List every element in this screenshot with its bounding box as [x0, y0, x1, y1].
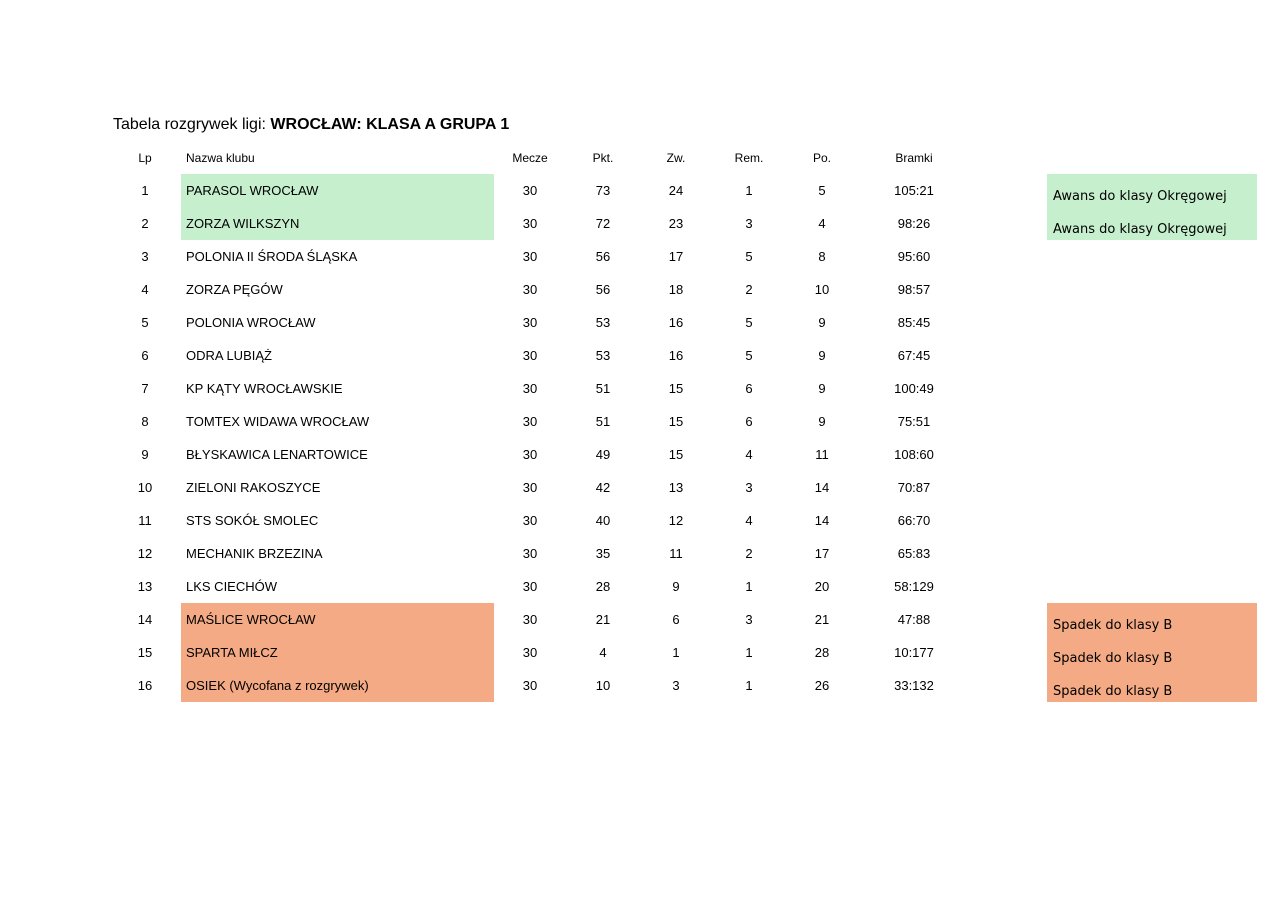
cell-po: 14: [814, 480, 830, 495]
table-row: [0, 537, 1280, 570]
header-zw: Zw.: [666, 151, 686, 165]
cell-lp: 7: [141, 381, 149, 396]
cell-zw: 23: [668, 216, 684, 231]
table-row: [0, 372, 1280, 405]
cell-zw: 15: [668, 414, 684, 429]
cell-pkt: 73: [595, 183, 611, 198]
club-name: OSIEK (Wycofana z rozgrywek): [186, 678, 369, 693]
club-name: BŁYSKAWICA LENARTOWICE: [186, 447, 368, 462]
header-name: Nazwa klubu: [186, 151, 255, 165]
club-name: KP KĄTY WROCŁAWSKIE: [186, 381, 343, 396]
cell-pkt: 56: [595, 282, 611, 297]
cell-zw: 13: [668, 480, 684, 495]
cell-bramki: 10:177: [894, 645, 934, 660]
cell-po: 28: [814, 645, 830, 660]
cell-mecze: 30: [522, 315, 538, 330]
club-name: MAŚLICE WROCŁAW: [186, 612, 316, 627]
cell-zw: 16: [668, 315, 684, 330]
cell-rem: 1: [745, 579, 753, 594]
cell-mecze: 30: [522, 645, 538, 660]
cell-po: 11: [815, 447, 829, 462]
cell-lp: 16: [137, 678, 153, 693]
cell-zw: 9: [672, 579, 680, 594]
cell-lp: 11: [138, 513, 152, 528]
cell-bramki: 58:129: [894, 579, 934, 594]
table-row: [0, 471, 1280, 504]
table-row: [0, 339, 1280, 372]
table-row: [0, 405, 1280, 438]
club-name: TOMTEX WIDAWA WROCŁAW: [186, 414, 370, 429]
league-name: WROCŁAW: KLASA A GRUPA 1: [270, 116, 510, 133]
cell-po: 26: [814, 678, 830, 693]
cell-pkt: 4: [599, 645, 607, 660]
cell-pkt: 35: [595, 546, 611, 561]
cell-mecze: 30: [522, 348, 538, 363]
cell-mecze: 30: [522, 414, 538, 429]
cell-zw: 16: [668, 348, 684, 363]
cell-rem: 5: [745, 315, 753, 330]
cell-bramki: 75:51: [897, 414, 931, 429]
club-name: ZORZA PĘGÓW: [186, 282, 283, 297]
cell-po: 9: [818, 315, 826, 330]
club-name: ZORZA WILKSZYN: [186, 216, 300, 231]
cell-zw: 3: [672, 678, 680, 693]
relegation-note: Spadek do klasy B: [1047, 636, 1257, 669]
table-row: [0, 438, 1280, 471]
cell-rem: 3: [745, 612, 753, 627]
cell-bramki: 108:60: [894, 447, 934, 462]
table-row: [0, 207, 1280, 240]
cell-lp: 6: [141, 348, 149, 363]
cell-pkt: 56: [595, 249, 611, 264]
cell-rem: 4: [745, 447, 753, 462]
cell-rem: 1: [745, 183, 753, 198]
cell-zw: 17: [668, 249, 684, 264]
cell-rem: 5: [745, 348, 753, 363]
header-mecze: Mecze: [512, 151, 548, 165]
cell-lp: 15: [137, 645, 153, 660]
cell-zw: 12: [668, 513, 684, 528]
table-row: [0, 669, 1280, 702]
cell-rem: 4: [745, 513, 753, 528]
cell-po: 9: [818, 381, 826, 396]
cell-bramki: 66:70: [897, 513, 931, 528]
club-name: LKS CIECHÓW: [186, 579, 278, 594]
cell-lp: 5: [141, 315, 149, 330]
cell-bramki: 98:57: [897, 282, 931, 297]
table-row: [0, 636, 1280, 669]
cell-mecze: 30: [522, 216, 538, 231]
cell-po: 4: [818, 216, 826, 231]
club-name: MECHANIK BRZEZINA: [186, 546, 323, 561]
cell-po: 21: [814, 612, 830, 627]
cell-pkt: 49: [595, 447, 611, 462]
cell-zw: 15: [668, 447, 684, 462]
cell-pkt: 51: [595, 414, 611, 429]
cell-rem: 1: [745, 678, 753, 693]
cell-bramki: 100:49: [894, 381, 934, 396]
table-row: [0, 273, 1280, 306]
header-pkt: Pkt.: [592, 151, 614, 165]
cell-pkt: 21: [595, 612, 611, 627]
cell-mecze: 30: [522, 183, 538, 198]
cell-pkt: 40: [595, 513, 611, 528]
cell-zw: 6: [672, 612, 680, 627]
cell-po: 9: [818, 348, 826, 363]
club-name: ZIELONI RAKOSZYCE: [186, 480, 321, 495]
cell-lp: 9: [141, 447, 149, 462]
header-bramki: Bramki: [895, 151, 933, 165]
cell-pkt: 10: [595, 678, 611, 693]
cell-po: 5: [818, 183, 826, 198]
cell-pkt: 53: [595, 348, 611, 363]
cell-bramki: 70:87: [897, 480, 931, 495]
cell-po: 20: [814, 579, 830, 594]
cell-bramki: 47:88: [897, 612, 931, 627]
cell-mecze: 30: [522, 282, 538, 297]
cell-po: 14: [814, 513, 830, 528]
cell-zw: 1: [672, 645, 680, 660]
table-row: [0, 174, 1280, 207]
promotion-note: Awans do klasy Okręgowej: [1047, 207, 1257, 240]
header-po: Po.: [812, 151, 831, 165]
cell-mecze: 30: [522, 447, 538, 462]
cell-lp: 13: [137, 579, 153, 594]
cell-mecze: 30: [522, 249, 538, 264]
club-name: PARASOL WROCŁAW: [186, 183, 319, 198]
cell-lp: 10: [137, 480, 153, 495]
club-name: SPARTA MIŁCZ: [186, 645, 278, 660]
table-row: [0, 603, 1280, 636]
cell-pkt: 72: [595, 216, 611, 231]
cell-po: 17: [814, 546, 830, 561]
cell-bramki: 98:26: [897, 216, 931, 231]
cell-zw: 11: [669, 546, 683, 561]
club-name: POLONIA II ŚRODA ŚLĄSKA: [186, 249, 358, 264]
cell-bramki: 105:21: [894, 183, 934, 198]
cell-zw: 15: [668, 381, 684, 396]
cell-po: 8: [818, 249, 826, 264]
cell-pkt: 51: [595, 381, 611, 396]
cell-pkt: 28: [595, 579, 611, 594]
cell-lp: 12: [137, 546, 153, 561]
cell-bramki: 85:45: [897, 315, 931, 330]
header-lp: Lp: [138, 151, 152, 165]
cell-lp: 4: [141, 282, 149, 297]
cell-rem: 3: [745, 216, 753, 231]
cell-rem: 3: [745, 480, 753, 495]
cell-bramki: 65:83: [897, 546, 931, 561]
cell-bramki: 33:132: [894, 678, 934, 693]
cell-mecze: 30: [522, 513, 538, 528]
cell-mecze: 30: [522, 579, 538, 594]
cell-zw: 18: [668, 282, 684, 297]
cell-lp: 14: [137, 612, 153, 627]
cell-rem: 1: [745, 645, 753, 660]
club-name: STS SOKÓŁ SMOLEC: [186, 513, 319, 528]
cell-lp: 1: [141, 183, 149, 198]
cell-rem: 5: [745, 249, 753, 264]
cell-lp: 2: [141, 216, 149, 231]
cell-rem: 6: [745, 381, 753, 396]
cell-mecze: 30: [522, 381, 538, 396]
title-prefix: Tabela rozgrywek ligi:: [113, 116, 266, 133]
club-name: ODRA LUBIĄŻ: [186, 348, 272, 363]
cell-mecze: 30: [522, 612, 538, 627]
cell-mecze: 30: [522, 480, 538, 495]
cell-rem: 6: [745, 414, 753, 429]
cell-bramki: 95:60: [897, 249, 931, 264]
standings-table: [0, 174, 1280, 702]
table-row: [0, 306, 1280, 339]
table-row: [0, 504, 1280, 537]
relegation-note: Spadek do klasy B: [1047, 603, 1257, 636]
cell-rem: 2: [745, 546, 753, 561]
cell-mecze: 30: [522, 546, 538, 561]
cell-zw: 24: [668, 183, 684, 198]
promotion-note: Awans do klasy Okręgowej: [1047, 174, 1257, 207]
cell-mecze: 30: [522, 678, 538, 693]
page-title: [113, 115, 509, 135]
cell-lp: 8: [141, 414, 149, 429]
cell-po: 10: [814, 282, 830, 297]
cell-bramki: 67:45: [897, 348, 931, 363]
header-rem: Rem.: [734, 151, 764, 165]
table-row: [0, 570, 1280, 603]
cell-po: 9: [818, 414, 826, 429]
cell-rem: 2: [745, 282, 753, 297]
table-row: [0, 240, 1280, 273]
cell-lp: 3: [141, 249, 149, 264]
cell-pkt: 53: [595, 315, 611, 330]
club-name: POLONIA WROCŁAW: [186, 315, 316, 330]
relegation-note: Spadek do klasy B: [1047, 669, 1257, 702]
cell-pkt: 42: [595, 480, 611, 495]
